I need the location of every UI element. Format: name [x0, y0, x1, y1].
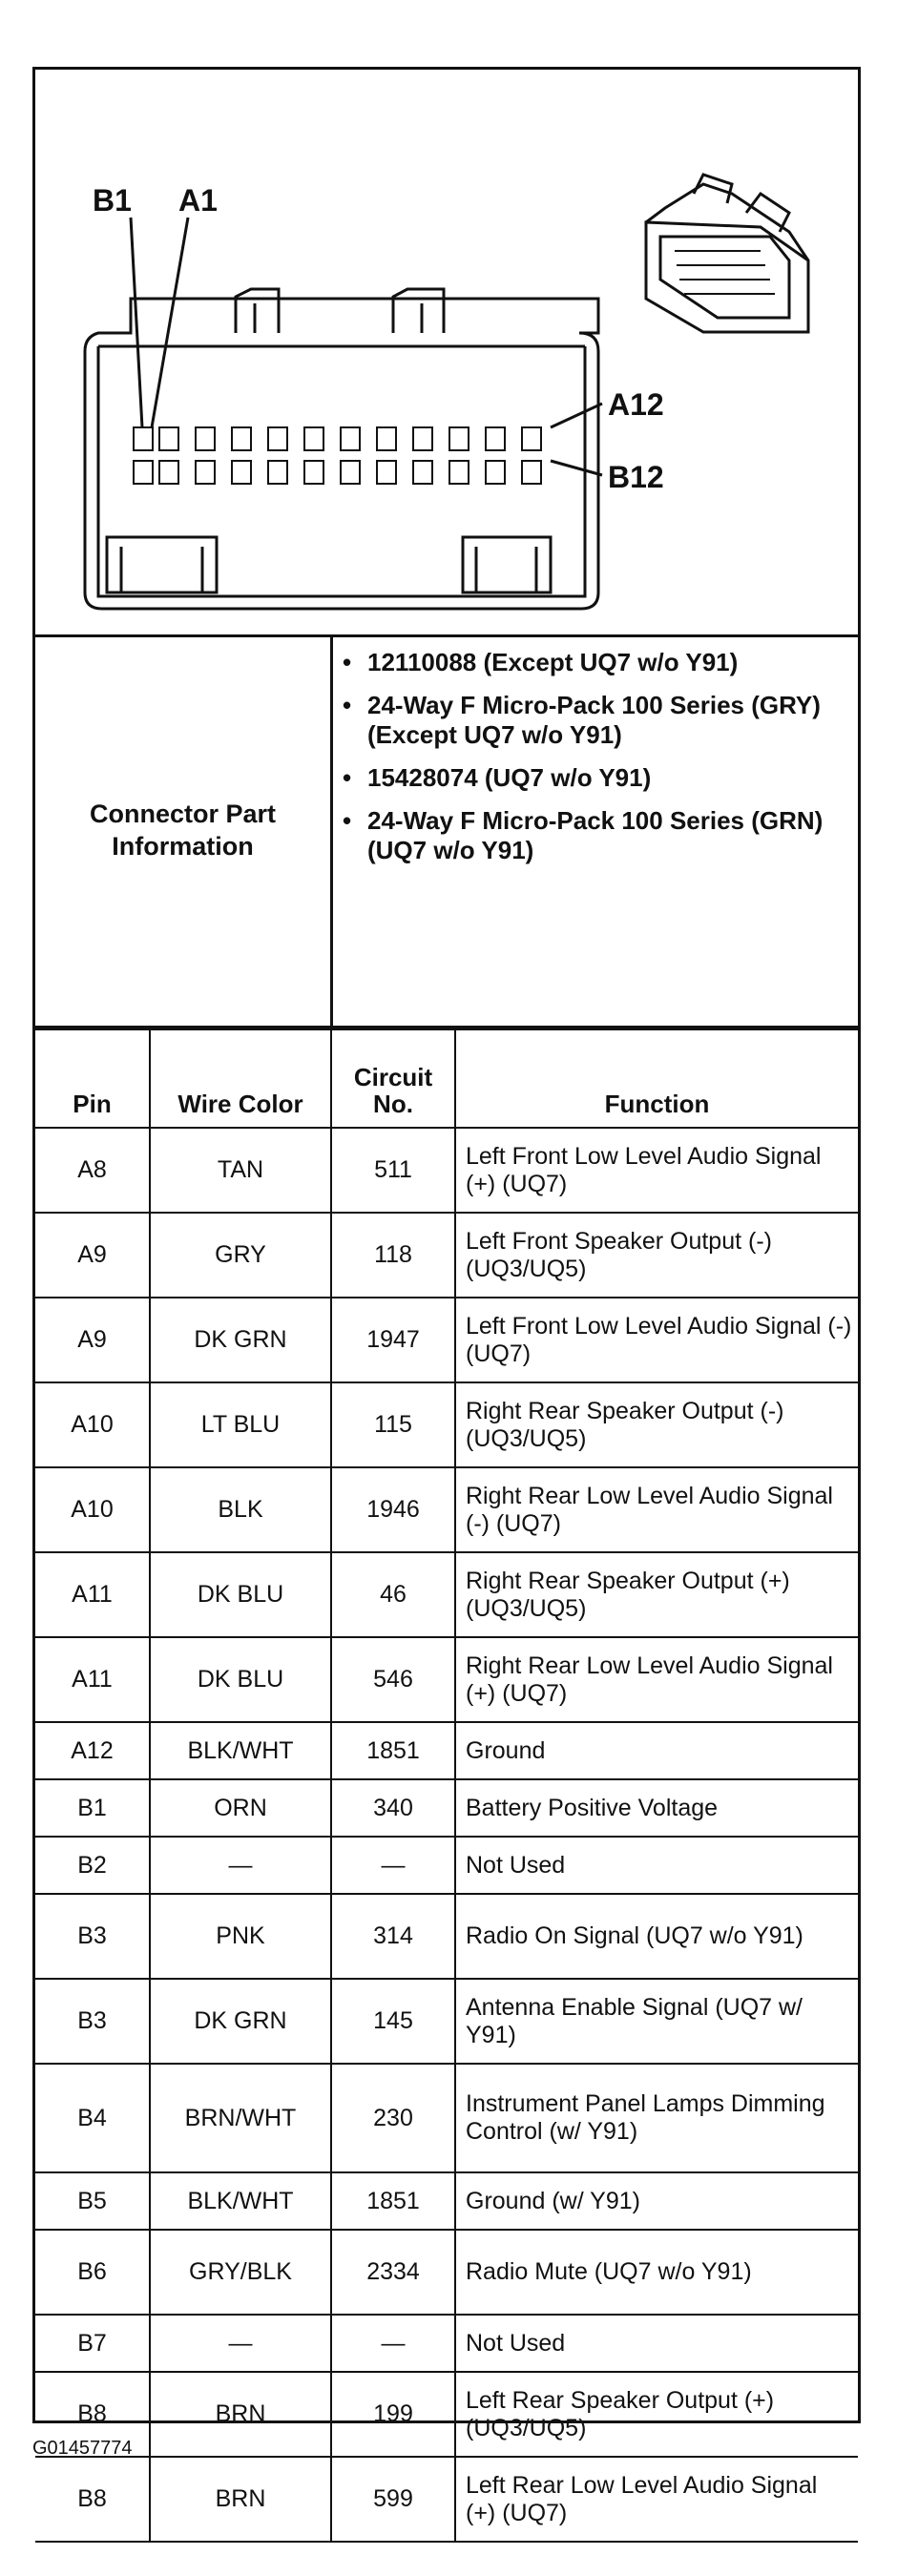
cell-circuit: 599 [331, 2457, 455, 2542]
cell-pin: A11 [35, 1637, 150, 1722]
label-b12: B12 [608, 460, 664, 494]
cell-pin: B8 [35, 2457, 150, 2542]
label-a12: A12 [608, 387, 664, 422]
cell-circuit: 199 [331, 2372, 455, 2457]
cell-circuit: 1946 [331, 1467, 455, 1552]
cell-function: Radio On Signal (UQ7 w/o Y91) [455, 1894, 858, 1979]
connector-part-information [35, 634, 858, 1028]
cell-function: Ground (w/ Y91) [455, 2172, 858, 2230]
connector-info-label: Connector Part Information [35, 634, 333, 1026]
header-wire-color: Wire Color [150, 1029, 331, 1128]
cell-wire-color: BRN/WHT [150, 2064, 331, 2172]
cell-pin: B7 [35, 2315, 150, 2372]
label-a1: A1 [178, 183, 218, 218]
cell-pin: B3 [35, 1894, 150, 1979]
table-row [35, 2172, 858, 2230]
cell-function: Left Front Low Level Audio Signal (+) (UQ7) [455, 1128, 858, 1213]
connector-face-drawing [35, 70, 858, 634]
cell-function: Not Used [455, 2315, 858, 2372]
cell-wire-color: BRN [150, 2457, 331, 2542]
connector-info-item: • 12110088 (Except UQ7 w/o Y91) [339, 648, 835, 677]
cell-pin: A12 [35, 1722, 150, 1779]
header-pin: Pin [35, 1029, 150, 1128]
cell-wire-color: DK BLU [150, 1637, 331, 1722]
cell-pin: B8 [35, 2372, 150, 2457]
connector-info-item: • 24-Way F Micro-Pack 100 Series (GRN) (UQ7 w/o Y91) [339, 806, 835, 865]
figure-id: G01457774 [32, 2438, 133, 2459]
cell-pin: B6 [35, 2230, 150, 2315]
cell-function: Left Front Low Level Audio Signal (-) (UQ7) [455, 1298, 858, 1382]
cell-wire-color: BLK/WHT [150, 2172, 331, 2230]
cell-function: Left Rear Speaker Output (+) (UQ3/UQ5) [455, 2372, 858, 2457]
connector-info-item: • 15428074 (UQ7 w/o Y91) [339, 763, 835, 793]
cell-pin: A9 [35, 1298, 150, 1382]
cell-wire-color: — [150, 2315, 331, 2372]
cell-pin: B1 [35, 1779, 150, 1837]
cell-circuit: — [331, 2315, 455, 2372]
table-row [35, 1382, 858, 1467]
cell-function: Radio Mute (UQ7 w/o Y91) [455, 2230, 858, 2315]
pinout-table [35, 1028, 858, 2543]
cell-wire-color: BLK/WHT [150, 1722, 331, 1779]
table-row [35, 2230, 858, 2315]
cell-circuit: 1851 [331, 1722, 455, 1779]
table-row [35, 1552, 858, 1637]
cell-pin: A8 [35, 1128, 150, 1213]
cell-function: Right Rear Speaker Output (-) (UQ3/UQ5) [455, 1382, 858, 1467]
cell-wire-color: BLK [150, 1467, 331, 1552]
cell-wire-color: DK GRN [150, 1979, 331, 2064]
cell-circuit: 511 [331, 1128, 455, 1213]
cell-function: Antenna Enable Signal (UQ7 w/ Y91) [455, 1979, 858, 2064]
label-b1: B1 [93, 183, 132, 218]
table-row [35, 1894, 858, 1979]
connector-diagram [35, 70, 858, 637]
table-row [35, 2457, 858, 2542]
cell-circuit: 1851 [331, 2172, 455, 2230]
cell-function: Ground [455, 1722, 858, 1779]
cell-pin: A10 [35, 1382, 150, 1467]
cell-function: Right Rear Speaker Output (+) (UQ3/UQ5) [455, 1552, 858, 1637]
cell-wire-color: DK BLU [150, 1552, 331, 1637]
table-row [35, 2372, 858, 2457]
table-row [35, 1637, 858, 1722]
cell-wire-color: GRY/BLK [150, 2230, 331, 2315]
table-row [35, 1979, 858, 2064]
cell-pin: B2 [35, 1837, 150, 1894]
cell-circuit: 230 [331, 2064, 455, 2172]
table-row [35, 1298, 858, 1382]
connector-info-item: • 24-Way F Micro-Pack 100 Series (GRY) (Except UQ7 w/o Y91) [339, 691, 835, 750]
cell-circuit: 2334 [331, 2230, 455, 2315]
connector-info-list [339, 648, 835, 879]
table-row [35, 1213, 858, 1298]
cell-pin: A9 [35, 1213, 150, 1298]
cell-circuit: 115 [331, 1382, 455, 1467]
cell-pin: B5 [35, 2172, 150, 2230]
table-row [35, 1779, 858, 1837]
table-row [35, 2064, 858, 2172]
cell-circuit: 340 [331, 1779, 455, 1837]
cell-function: Right Rear Low Level Audio Signal (-) (UQ7) [455, 1467, 858, 1552]
cell-circuit: 546 [331, 1637, 455, 1722]
header-function: Function [455, 1029, 858, 1128]
cell-function: Battery Positive Voltage [455, 1779, 858, 1837]
table-header-row [35, 1029, 858, 1128]
cell-wire-color: PNK [150, 1894, 331, 1979]
cell-circuit: — [331, 1837, 455, 1894]
cell-function: Left Rear Low Level Audio Signal (+) (UQ7) [455, 2457, 858, 2542]
cell-pin: B3 [35, 1979, 150, 2064]
table-row [35, 2315, 858, 2372]
cell-circuit: 46 [331, 1552, 455, 1637]
cell-function: Instrument Panel Lamps Dimming Control (w/ Y91) [455, 2064, 858, 2172]
cell-circuit: 314 [331, 1894, 455, 1979]
cell-circuit: 1947 [331, 1298, 455, 1382]
cell-function: Left Front Speaker Output (-) (UQ3/UQ5) [455, 1213, 858, 1298]
table-row [35, 1837, 858, 1894]
cell-circuit: 145 [331, 1979, 455, 2064]
cell-wire-color: DK GRN [150, 1298, 331, 1382]
cell-wire-color: LT BLU [150, 1382, 331, 1467]
header-circuit-no: Circuit No. [331, 1029, 455, 1128]
table-row [35, 1722, 858, 1779]
cell-pin: B4 [35, 2064, 150, 2172]
cell-wire-color: — [150, 1837, 331, 1894]
cell-function: Not Used [455, 1837, 858, 1894]
cell-wire-color: TAN [150, 1128, 331, 1213]
cell-pin: A10 [35, 1467, 150, 1552]
cell-circuit: 118 [331, 1213, 455, 1298]
cell-pin: A11 [35, 1552, 150, 1637]
cell-wire-color: ORN [150, 1779, 331, 1837]
cell-wire-color: GRY [150, 1213, 331, 1298]
table-row [35, 1128, 858, 1213]
cell-function: Right Rear Low Level Audio Signal (+) (UQ7) [455, 1637, 858, 1722]
table-row [35, 1467, 858, 1552]
cell-wire-color: BRN [150, 2372, 331, 2457]
